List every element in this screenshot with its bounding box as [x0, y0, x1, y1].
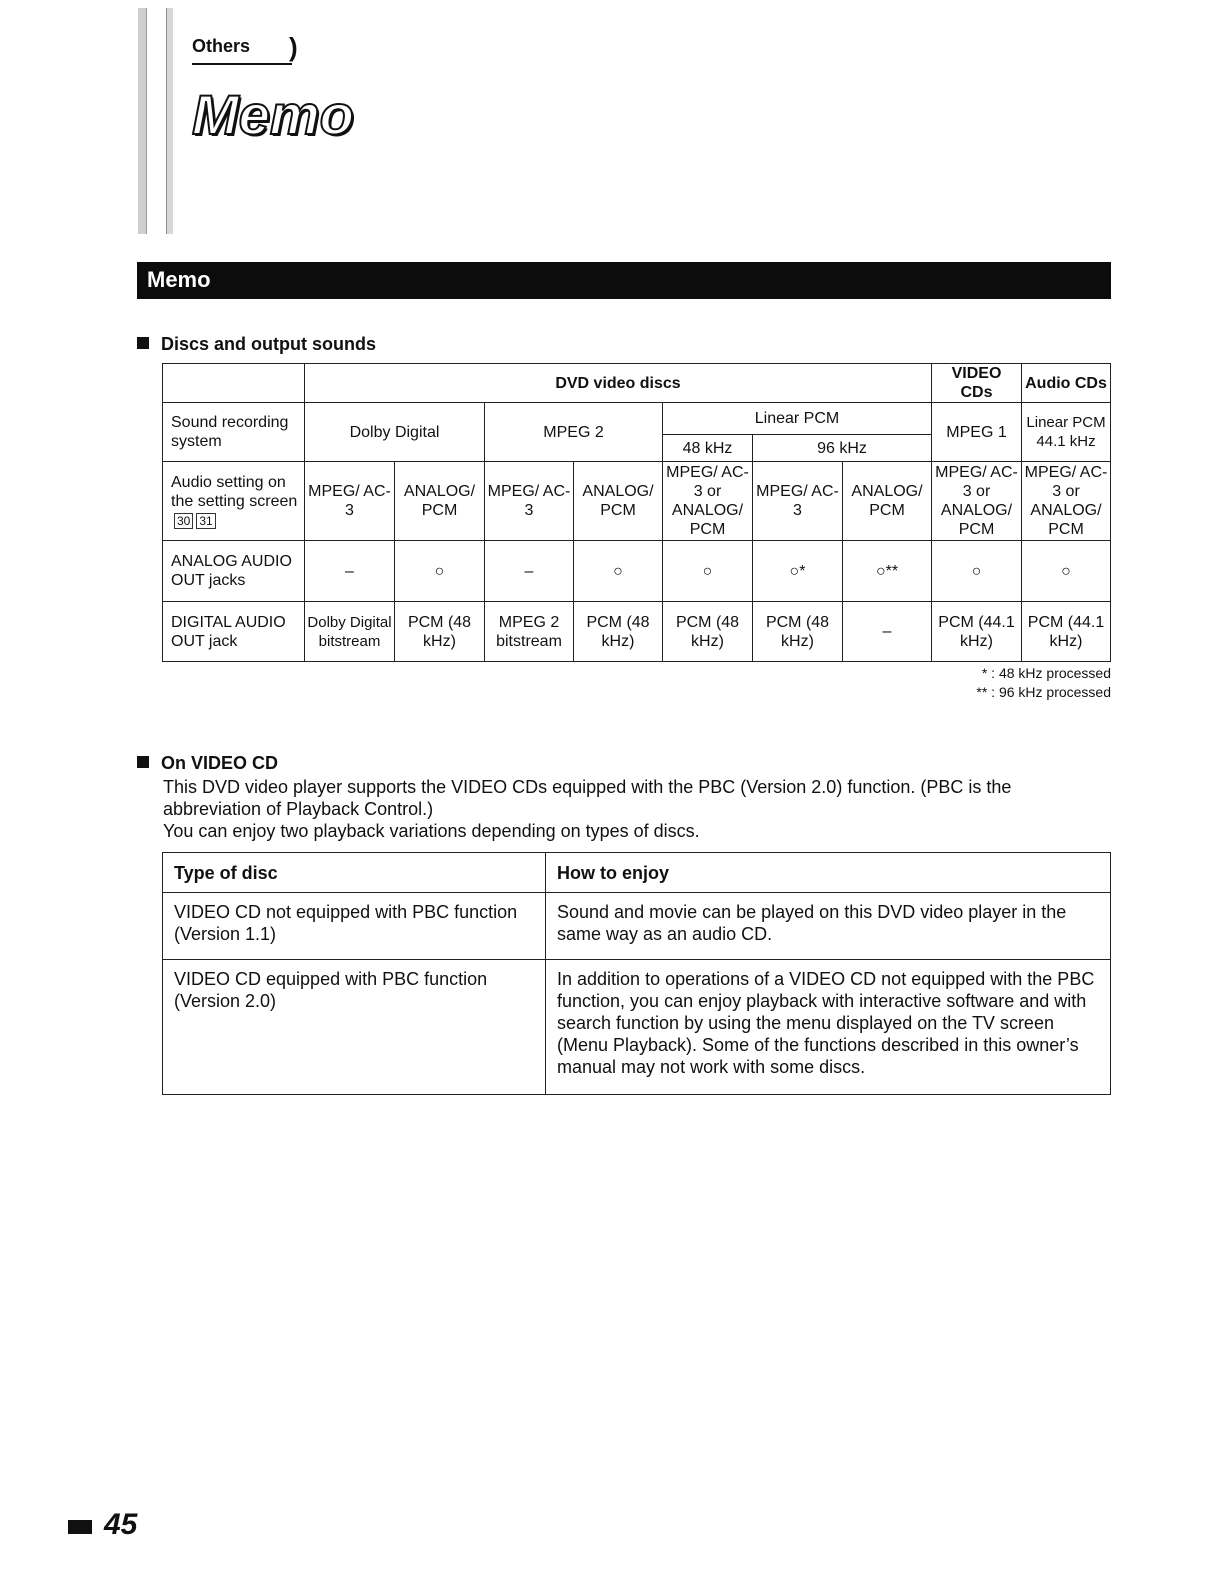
analog-out-cell: –: [485, 541, 574, 602]
footnote: * : 48 kHz processed: [981, 665, 1111, 681]
analog-out-cell: ○: [663, 541, 753, 602]
analog-out-cell: ○: [574, 541, 663, 602]
system-lpcm: Linear PCM: [663, 403, 932, 435]
section-tag: Others: [192, 36, 251, 56]
row-label-analog-out: ANALOG AUDIO OUT jacks: [163, 541, 305, 602]
discs-heading: Discs and output sounds: [137, 334, 376, 355]
section-tag-underline: [192, 63, 292, 65]
table-row: [163, 893, 1111, 960]
system-96khz: 96 kHz: [753, 435, 932, 462]
system-lpcm-cd: Linear PCM 44.1 kHz: [1022, 403, 1111, 462]
audio-setting-cell: MPEG/ AC-3 or ANALOG/ PCM: [1022, 462, 1111, 541]
audio-setting-cell: MPEG/ AC-3: [753, 462, 843, 541]
analog-out-cell: ○**: [843, 541, 932, 602]
section-banner-label: Memo: [147, 267, 211, 292]
audio-setting-cell: MPEG/ AC-3: [305, 462, 395, 541]
margin-bar: [166, 8, 173, 234]
row-label-digital-out: DIGITAL AUDIO OUT jack: [163, 602, 305, 662]
vcd-intro-paragraph: This DVD video player supports the VIDEO CDs equipped with the PBC (Version 2.0) function. (PBC is the abbreviation of Playback Control.): [163, 777, 1012, 819]
digital-out-cell: PCM (48 kHz): [663, 602, 753, 662]
vcd-table-header: How to enjoy: [546, 853, 1111, 893]
audio-setting-cell: ANALOG/ PCM: [843, 462, 932, 541]
vcd-table: [162, 852, 1111, 1095]
margin-bar: [138, 8, 147, 234]
digital-out-cell: Dolby Digital bitstream: [305, 602, 395, 662]
vcd-table-header: Type of disc: [163, 853, 546, 893]
disc-type-cell: VIDEO CD not equipped with PBC function (Version 1.1): [163, 893, 546, 960]
acd-header: Audio CDs: [1022, 364, 1111, 403]
page-ref-badge: 30: [174, 513, 193, 529]
analog-out-cell: ○: [1022, 541, 1111, 602]
row-label-sound-recording: Sound recording system: [163, 403, 305, 462]
row-label-audio-setting: Audio setting on the setting screen 30 31: [163, 462, 305, 541]
dvd-header: DVD video discs: [305, 364, 932, 403]
digital-out-cell: PCM (48 kHz): [395, 602, 485, 662]
bullet-icon: [137, 756, 149, 768]
system-dolby: Dolby Digital: [305, 403, 485, 462]
audio-setting-cell: MPEG/ AC-3: [485, 462, 574, 541]
digital-out-cell: PCM (44.1 kHz): [1022, 602, 1111, 662]
page-number-marker: [68, 1520, 92, 1534]
digital-out-cell: MPEG 2 bitstream: [485, 602, 574, 662]
audio-setting-cell: ANALOG/ PCM: [574, 462, 663, 541]
audio-setting-cell: MPEG/ AC-3 or ANALOG/ PCM: [663, 462, 753, 541]
digital-out-cell: PCM (44.1 kHz): [932, 602, 1022, 662]
table-row: [163, 960, 1111, 1095]
vcd-variations-paragraph: You can enjoy two playback variations depending on types of discs.: [163, 821, 700, 841]
digital-out-cell: PCM (48 kHz): [753, 602, 843, 662]
vcd-heading: On VIDEO CD: [137, 753, 278, 774]
digital-out-cell: PCM (48 kHz): [574, 602, 663, 662]
section-tag-bracket: ): [289, 32, 298, 62]
how-to-enjoy-cell: In addition to operations of a VIDEO CD not equipped with the PBC function, you can enjoy playback with interactive software and with search function by using the menu displayed on the TV screen (Menu Playback). Some of the functions described in this owner’s manual may not work with some discs.: [546, 960, 1111, 1095]
digital-out-cell: –: [843, 602, 932, 662]
footnotes: [976, 664, 1111, 702]
system-mpeg1: MPEG 1: [932, 403, 1022, 462]
audio-setting-cell: MPEG/ AC-3 or ANALOG/ PCM: [932, 462, 1022, 541]
table-corner-cell: [163, 364, 305, 403]
page-title: Memo: [192, 83, 354, 146]
system-48khz: 48 kHz: [663, 435, 753, 462]
section-banner: [137, 262, 1111, 299]
analog-out-cell: –: [305, 541, 395, 602]
analog-out-cell: ○: [932, 541, 1022, 602]
analog-out-cell: ○*: [753, 541, 843, 602]
system-mpeg2: MPEG 2: [485, 403, 663, 462]
audio-setting-cell: ANALOG/ PCM: [395, 462, 485, 541]
discs-output-table: [162, 363, 1111, 662]
footnote: ** : 96 kHz processed: [976, 684, 1111, 700]
how-to-enjoy-cell: Sound and movie can be played on this DVD video player in the same way as an audio CD.: [546, 893, 1111, 960]
page-ref-badge: 31: [196, 513, 215, 529]
vcd-header: VIDEO CDs: [932, 364, 1022, 403]
bullet-icon: [137, 337, 149, 349]
disc-type-cell: VIDEO CD equipped with PBC function (Version 2.0): [163, 960, 546, 1095]
page-number: 45: [104, 1508, 138, 1541]
analog-out-cell: ○: [395, 541, 485, 602]
